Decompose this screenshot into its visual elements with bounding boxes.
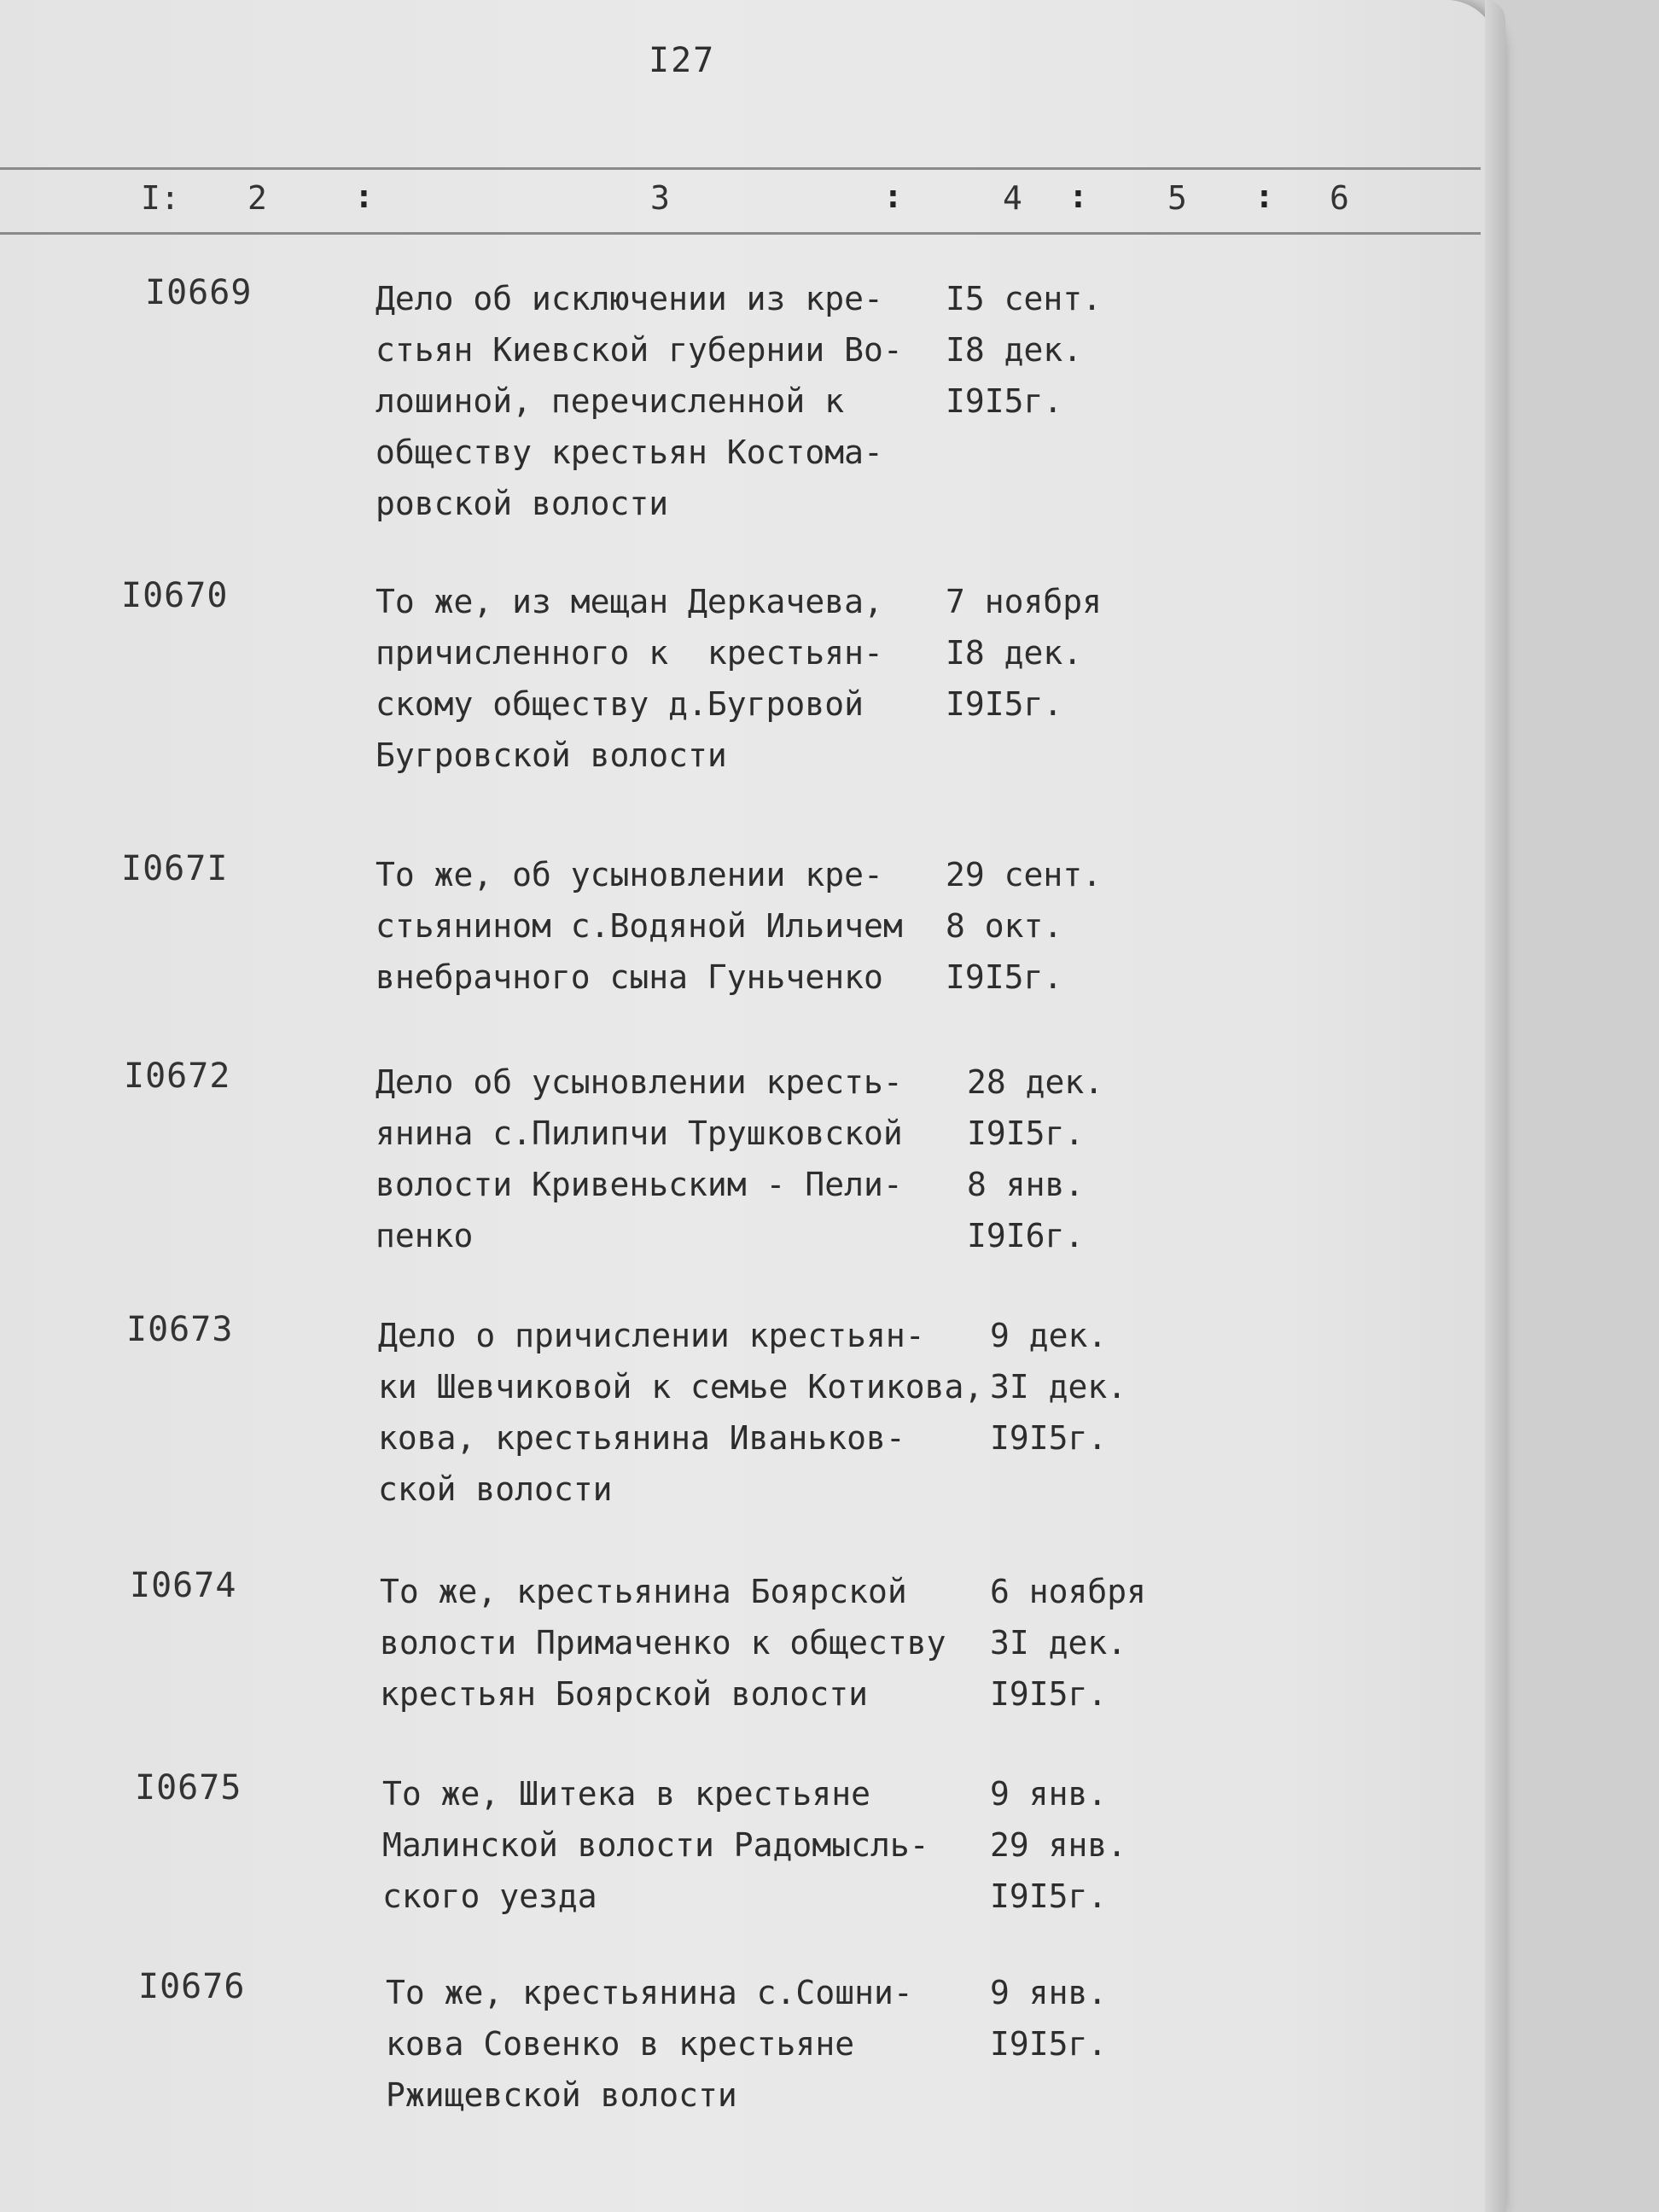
date-line: I5 сент.	[946, 280, 1103, 317]
record-description	[375, 849, 903, 1003]
description-line: стьянином с.Водяной Ильичем	[375, 907, 903, 945]
record-description	[375, 1057, 903, 1261]
record-dates	[990, 1310, 1126, 1464]
record-number: I0672	[124, 1057, 231, 1096]
column-header-4: 4	[1003, 179, 1022, 217]
date-line: 9 дек.	[990, 1317, 1108, 1354]
column-header-2: 2	[247, 179, 267, 217]
date-line: 3I дек.	[990, 1368, 1127, 1406]
record-description	[375, 576, 883, 781]
record-number: I0670	[121, 576, 229, 615]
description-line: То же, крестьянина Боярской	[380, 1573, 907, 1610]
description-line: скому обществу д.Бугровой	[375, 685, 864, 723]
description-line: лошиной, перечисленной к	[375, 382, 845, 420]
date-line: I9I5г.	[946, 382, 1063, 420]
date-line: 7 ноября	[946, 583, 1103, 620]
description-line: пенко	[375, 1217, 474, 1254]
record-dates	[967, 1057, 1103, 1261]
description-line: Дело об исключении из кре-	[375, 280, 883, 317]
record-number: I0669	[145, 273, 253, 312]
record-dates	[946, 576, 1102, 730]
record-description	[382, 1768, 929, 1922]
record-dates	[990, 1967, 1107, 2069]
record-number: I0673	[126, 1310, 234, 1349]
record-dates	[946, 849, 1102, 1003]
record-number: I0674	[130, 1566, 237, 1605]
page-edge	[1485, 0, 1505, 2212]
record-description	[380, 1566, 946, 1720]
description-line: янина с.Пилипчи Трушковской	[375, 1115, 903, 1152]
description-line: обществу крестьян Костома-	[375, 434, 883, 471]
column-header-5: 5	[1167, 179, 1187, 217]
column-header-3: 3	[650, 179, 670, 217]
date-line: I9I5г.	[946, 958, 1063, 996]
record-dates	[990, 1768, 1126, 1922]
description-line: кова, крестьянина Иваньков-	[378, 1419, 905, 1457]
record-description	[378, 1310, 983, 1515]
description-line: волости Примаченко к обществу	[380, 1624, 946, 1662]
header-rule-top	[0, 167, 1481, 170]
date-line: 29 янв.	[990, 1826, 1127, 1864]
date-line: I9I5г.	[967, 1115, 1085, 1152]
date-line: I9I6г.	[967, 1217, 1085, 1254]
description-line: Дело об усыновлении кресть-	[375, 1063, 903, 1101]
description-line: ского уезда	[382, 1877, 597, 1915]
description-line: внебрачного сына Гуньченко	[375, 958, 883, 996]
date-line: I9I5г.	[990, 1675, 1108, 1713]
record-number: I0676	[138, 1967, 246, 2006]
date-line: 8 янв.	[967, 1166, 1085, 1203]
description-line: То же, крестьянина с.Сошни-	[386, 1974, 913, 2011]
column-separator: :	[354, 178, 374, 215]
description-line: Малинской волости Радомысль-	[382, 1826, 929, 1864]
date-line: I8 дек.	[946, 634, 1083, 672]
description-line: крестьян Боярской волости	[380, 1675, 868, 1713]
description-line: То же, об усыновлении кре-	[375, 856, 883, 894]
date-line: 29 сент.	[946, 856, 1103, 894]
record-dates	[946, 273, 1102, 427]
date-line: I9I5г.	[990, 2025, 1108, 2063]
date-line: I9I5г.	[990, 1419, 1108, 1457]
date-line: 3I дек.	[990, 1624, 1127, 1662]
record-description	[375, 273, 903, 529]
column-separator: :	[1254, 178, 1274, 215]
column-separator: :	[1068, 178, 1088, 215]
date-line: I9I5г.	[946, 685, 1063, 723]
date-line: I9I5г.	[990, 1877, 1108, 1915]
description-line: ки Шевчиковой к семье Котикова,	[378, 1368, 984, 1406]
description-line: Дело о причислении крестьян-	[378, 1317, 925, 1354]
date-line: 28 дек.	[967, 1063, 1104, 1101]
description-line: Ржищевской волости	[386, 2076, 737, 2114]
description-line: То же, Шитека в крестьяне	[382, 1775, 870, 1813]
date-line: 9 янв.	[990, 1775, 1108, 1813]
header-rule-bottom	[0, 232, 1481, 235]
description-line: Бугровской волости	[375, 736, 727, 774]
description-line: волости Кривеньским - Пели-	[375, 1166, 903, 1203]
column-separator: :	[883, 178, 903, 215]
column-header-1: I:	[141, 179, 180, 217]
description-line: То же, из мещан Деркачева,	[375, 583, 883, 620]
description-line: причисленного к крестьян-	[375, 634, 883, 672]
date-line: I8 дек.	[946, 331, 1083, 369]
column-header-6: 6	[1330, 179, 1349, 217]
record-number: I0675	[135, 1768, 242, 1807]
description-line: кова Совенко в крестьяне	[386, 2025, 855, 2063]
date-line: 6 ноября	[990, 1573, 1147, 1610]
date-line: 8 окт.	[946, 907, 1063, 945]
description-line: стьян Киевской губернии Во-	[375, 331, 903, 369]
description-line: ской волости	[378, 1470, 613, 1508]
date-line: 9 янв.	[990, 1974, 1108, 2011]
record-description	[386, 1967, 913, 2121]
record-number: I067I	[121, 849, 229, 888]
page-number: I27	[649, 41, 716, 80]
description-line: ровской волости	[375, 485, 669, 522]
record-dates	[990, 1566, 1146, 1720]
